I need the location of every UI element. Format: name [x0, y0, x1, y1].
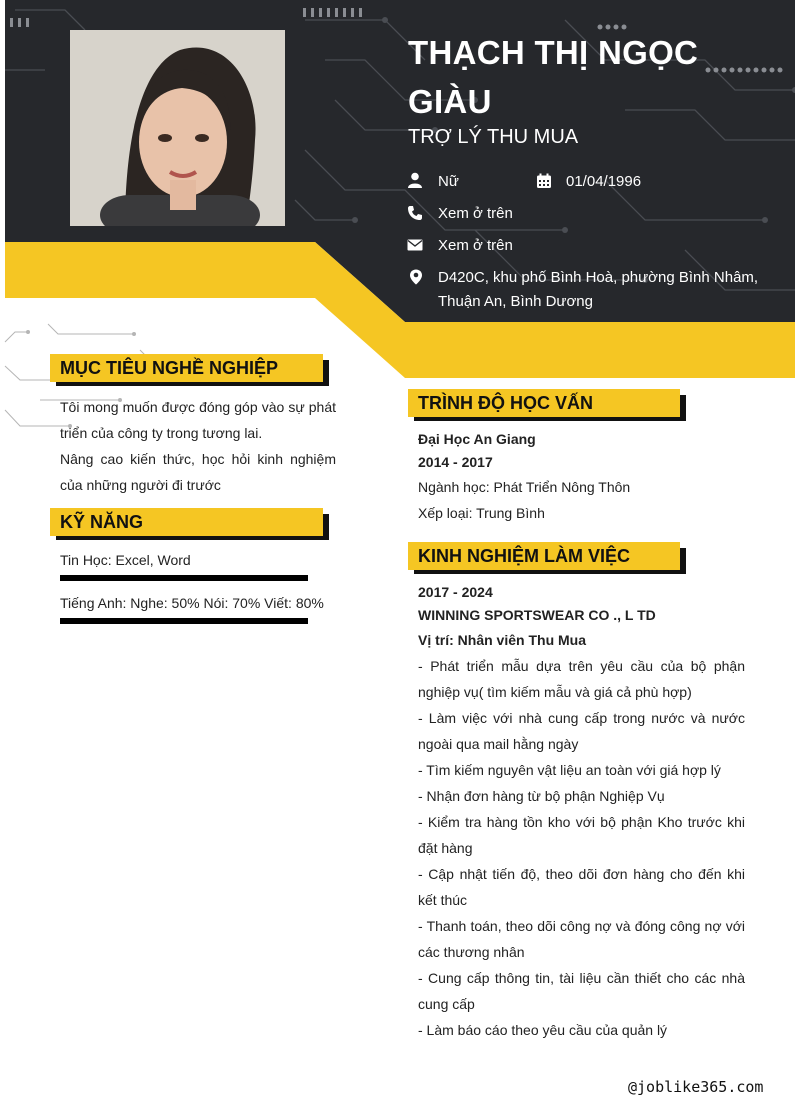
duty-item: - Cập nhật tiến độ, theo dõi đơn hàng cho đến khi kết thúc — [418, 866, 745, 908]
envelope-icon — [407, 237, 423, 253]
calendar-icon — [536, 173, 552, 189]
section-heading-experience — [408, 542, 680, 570]
objective-line-1: Tôi mong muốn được đóng góp vào sự phát triển của công ty trong tương lai. — [60, 399, 336, 441]
duty-item: - Tìm kiếm nguyên vật liệu an toàn với giá hợp lý — [418, 762, 721, 778]
duty-item: - Làm báo cáo theo yêu cầu của quản lý — [418, 1022, 668, 1038]
objective-heading: MỤC TIÊU NGHỀ NGHIỆP — [60, 358, 279, 378]
skill-bar-1 — [60, 575, 308, 581]
duty-item: - Kiểm tra hàng tồn kho với bộ phận Kho trước khi đặt hàng — [418, 814, 745, 856]
duty-item: - Thanh toán, theo dõi công nợ và đóng công nợ với các thương nhân — [418, 918, 745, 960]
birthday-value: 01/04/1996 — [566, 173, 642, 190]
job-title: TRỢ LÝ THU MUA — [408, 126, 579, 148]
education-years: 2014 - 2017 — [418, 454, 493, 470]
experience-position: Vị trí: Nhân viên Thu Mua — [418, 632, 587, 648]
section-heading-skills — [50, 508, 323, 536]
experience-years: 2017 - 2024 — [418, 584, 493, 600]
gender-value: Nữ — [438, 173, 459, 190]
profile-photo — [70, 30, 285, 226]
duty-item: - Cung cấp thông tin, tài liệu cần thiết cho các nhà cung cấp — [418, 970, 745, 1012]
education-major: Ngành học: Phát Triển Nông Thôn — [418, 479, 631, 495]
education-rank: Xếp loại: Trung Bình — [418, 505, 545, 521]
experience-company: WINNING SPORTSWEAR CO ., L TD — [418, 607, 656, 623]
skills-heading: KỸ NĂNG — [60, 512, 144, 532]
section-heading-education — [408, 389, 680, 417]
phone-value: Xem ở trên — [438, 205, 513, 222]
map-pin-icon — [408, 269, 424, 285]
skill-label-1: Tin Học: Excel, Word — [60, 552, 191, 568]
phone-icon — [407, 205, 423, 221]
skill-bar-2 — [60, 618, 308, 624]
email-value: Xem ở trên — [438, 237, 513, 254]
duty-item: - Làm việc với nhà cung cấp trong nước và nước ngoài qua mail hằng ngày — [418, 710, 745, 752]
education-school: Đại Học An Giang — [418, 431, 536, 447]
address-value: D420C, khu phố Bình Hoà, phường Bình Nhâm, Thuận An, Bình Dương — [438, 269, 759, 310]
experience-heading: KINH NGHIỆM LÀM VIỆC — [418, 546, 631, 566]
section-heading-objective — [50, 354, 323, 382]
education-heading: TRÌNH ĐỘ HỌC VẤN — [418, 393, 593, 413]
person-icon — [407, 172, 423, 188]
duty-item: - Nhận đơn hàng từ bộ phận Nghiệp Vụ — [418, 788, 665, 804]
skill-label-2: Tiếng Anh: Nghe: 50% Nói: 70% Viết: 80% — [60, 595, 324, 611]
duty-item: - Phát triển mẫu dựa trên yêu cầu của bộ phận nghiệp vụ( tìm kiếm mẫu và giá cả phù hợp) — [418, 658, 745, 700]
candidate-name: THẠCH THỊ NGỌC GIÀU — [408, 34, 699, 120]
watermark-text: @joblike365.com — [628, 1078, 764, 1096]
objective-line-2: Nâng cao kiến thức, học hỏi kinh nghiệm của những người đi trước — [60, 451, 336, 493]
